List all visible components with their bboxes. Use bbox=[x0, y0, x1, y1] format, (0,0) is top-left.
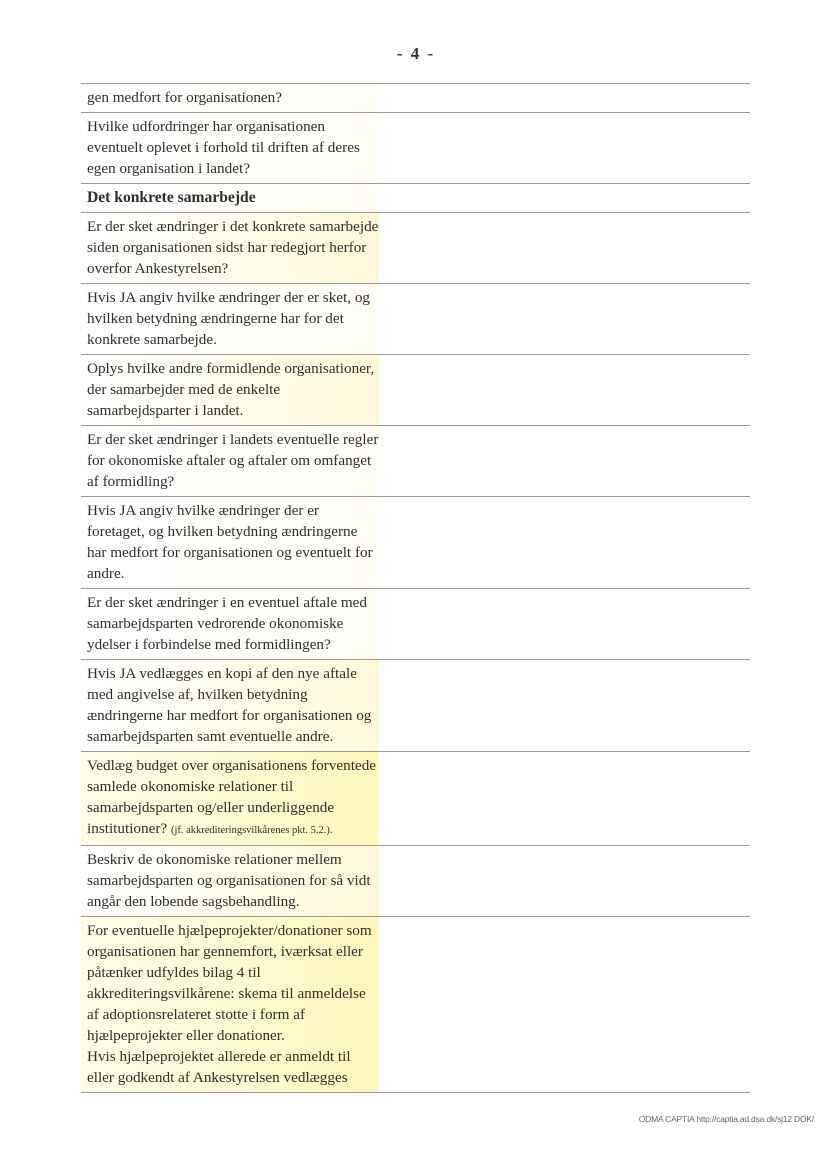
answer-cell[interactable] bbox=[379, 846, 750, 916]
table-row bbox=[81, 283, 750, 354]
table-row bbox=[81, 425, 750, 496]
reference-note: (jf. akkrediteringsvilkårenes pkt. 5.2.). bbox=[170, 825, 333, 836]
question-cell bbox=[81, 752, 379, 845]
question-cell: gen medfort for organisationen? bbox=[81, 84, 379, 112]
table-row bbox=[81, 659, 750, 751]
question-cell: Oplys hvilke andre formidlende organisationer, der samarbejder med de enkelte samarbejdsparter i landet. bbox=[81, 355, 379, 425]
answer-cell[interactable] bbox=[379, 84, 750, 112]
answer-cell[interactable] bbox=[379, 113, 750, 183]
section-heading: Det konkrete samarbejde bbox=[81, 184, 379, 212]
answer-cell[interactable] bbox=[379, 426, 750, 496]
questionnaire-table bbox=[81, 83, 750, 1093]
table-row bbox=[81, 83, 750, 112]
page-number: - 4 - bbox=[396, 44, 436, 63]
question-cell: Hvis JA angiv hvilke ændringer der er foretaget, og hvilken betydning ændringerne har medfort for organisationen og eventuelt for andre. bbox=[81, 497, 379, 588]
answer-cell bbox=[379, 184, 750, 212]
table-row bbox=[81, 354, 750, 425]
question-cell: Er der sket ændringer i landets eventuelle regler for okonomiske aftaler og aftaler om omfanget af formidling? bbox=[81, 426, 379, 496]
answer-cell[interactable] bbox=[379, 355, 750, 425]
question-cell bbox=[81, 917, 379, 1092]
answer-cell[interactable] bbox=[379, 213, 750, 283]
answer-cell[interactable] bbox=[379, 589, 750, 659]
question-text-continued: Hvis hjælpeprojektet allerede er anmeldt til eller godkendt af Ankestyrelsen vedlægges bbox=[87, 1048, 351, 1086]
question-cell: Hvilke udfordringer har organisationen eventuelt oplevet i forhold til driften af deres egen organisation i landet? bbox=[81, 113, 379, 183]
question-text: Vedlæg budget over organisationens forventede samlede okonomiske relationer til samarbejdsparten og/eller underliggende institutioner? bbox=[87, 757, 377, 837]
question-cell: Er der sket ændringer i det konkrete samarbejde siden organisationen sidst har redegjort herfor overfor Ankestyrelsen? bbox=[81, 213, 379, 283]
document-footer: ODMA CAPTIA http://captia.ad.dsa.dk/sj12 DOK/ bbox=[638, 1114, 814, 1124]
table-row bbox=[81, 588, 750, 659]
table-row bbox=[81, 845, 750, 916]
table-row bbox=[81, 916, 750, 1093]
answer-cell[interactable] bbox=[379, 284, 750, 354]
question-cell: Hvis JA angiv hvilke ændringer der er sket, og hvilken betydning ændringerne har for det konkrete samarbejde. bbox=[81, 284, 379, 354]
table-row bbox=[81, 212, 750, 283]
answer-cell[interactable] bbox=[379, 752, 750, 845]
answer-cell[interactable] bbox=[379, 660, 750, 751]
table-row bbox=[81, 183, 750, 212]
question-cell: Beskriv de okonomiske relationer mellem samarbejdsparten og organisationen for så vidt angår den lobende sagsbehandling. bbox=[81, 846, 379, 916]
table-row bbox=[81, 112, 750, 183]
question-cell: Hvis JA vedlægges en kopi af den nye aftale med angivelse af, hvilken betydning ændringerne har medfort for organisationen og samarbejdsparten samt eventuelle andre. bbox=[81, 660, 379, 751]
answer-cell[interactable] bbox=[379, 917, 750, 1092]
question-text: For eventuelle hjælpeprojekter/donationer som organisationen har gennemfort, iværksat eller påtænker udfyldes bilag 4 til akkrediteringsvilkårene: skema til anmeldelse af adoptionsrelateret stotte i form af hjælpeprojekter eller donationer. bbox=[87, 922, 372, 1044]
question-cell: Er der sket ændringer i en eventuel aftale med samarbejdsparten vedrorende okonomiske ydelser i forbindelse med formidlingen? bbox=[81, 589, 379, 659]
table-row bbox=[81, 496, 750, 588]
table-row bbox=[81, 751, 750, 845]
answer-cell[interactable] bbox=[379, 497, 750, 588]
